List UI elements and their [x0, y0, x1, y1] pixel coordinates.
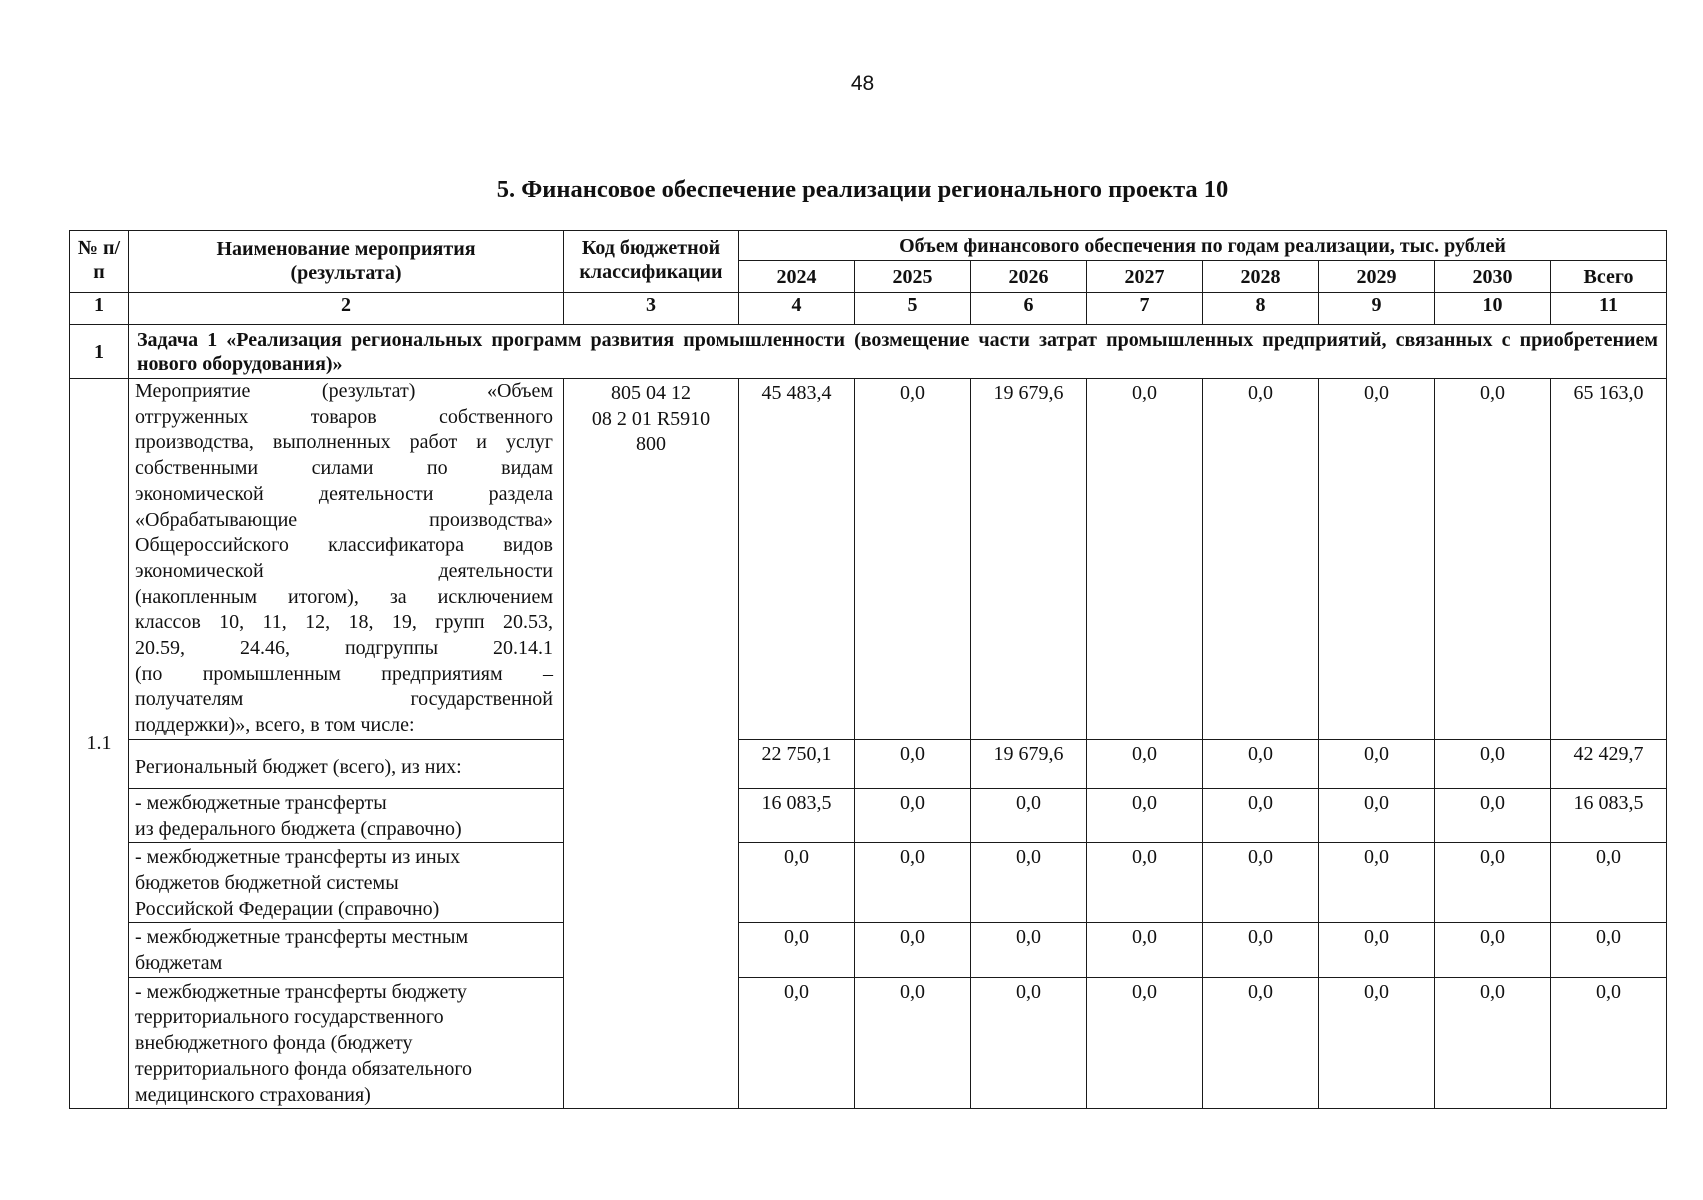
item-name-line: отгруженных товаров собственного [135, 405, 553, 428]
value-cell: 0,0 [1435, 843, 1551, 923]
value-cell: 0,0 [739, 977, 855, 1109]
value-cell: 0,0 [739, 923, 855, 977]
sub-row-label [129, 739, 564, 788]
item-name-line: экономической деятельности [135, 559, 553, 582]
budget-code [564, 379, 739, 1109]
item-number: 1.1 [70, 379, 129, 1109]
header-name: Наименование мероприятия (результата) [129, 231, 564, 293]
value-cell: 0,0 [855, 977, 971, 1109]
item-name-line: (накопленным итогом), за исключением [135, 585, 553, 608]
header-code: Код бюджетной классификации [564, 231, 739, 293]
item-name-line: Общероссийского классификатора видов [135, 534, 553, 557]
column-number: 9 [1319, 293, 1435, 325]
budget-code-line: 08 2 01 R5910 [591, 407, 711, 430]
item-name-line: получателям государственной [135, 688, 553, 711]
value-cell: 0,0 [855, 788, 971, 842]
sub-row [70, 977, 1667, 1109]
item-name-line: Мероприятие (результат) «Объем [135, 380, 553, 402]
total-header: Всего [1551, 261, 1667, 293]
sub-row [70, 788, 1667, 842]
value-cell: 0,0 [971, 843, 1087, 923]
value-cell: 0,0 [971, 977, 1087, 1109]
total-cell: 0,0 [1551, 977, 1667, 1109]
item-row [70, 379, 1667, 740]
value-cell: 0,0 [1203, 977, 1319, 1109]
value-cell: 0,0 [1087, 977, 1203, 1109]
header-row [70, 231, 1667, 261]
value-cell: 0,0 [971, 923, 1087, 977]
sub-row-line: - межбюджетные трансферты бюджету [135, 980, 467, 1003]
column-number: 2 [129, 293, 564, 325]
total-cell: 0,0 [1551, 923, 1667, 977]
sub-row [70, 843, 1667, 923]
total-cell: 65 163,0 [1551, 379, 1667, 740]
value-cell: 0,0 [1319, 977, 1435, 1109]
sub-row-line: - межбюджетные трансферты [135, 791, 387, 814]
sub-row-line: бюджетов бюджетной системы [135, 871, 399, 894]
value-cell: 0,0 [971, 788, 1087, 842]
column-number: 5 [855, 293, 971, 325]
item-name [129, 379, 564, 740]
sub-row-line: территориального государственного [135, 1006, 444, 1029]
item-name-line: экономической деятельности раздела [135, 482, 553, 505]
value-cell: 22 750,1 [739, 739, 855, 788]
sub-row-line: - межбюджетные трансферты из иных [135, 846, 461, 869]
sub-row-line: Региональный бюджет (всего), из них: [135, 755, 462, 778]
sub-row-line: внебюджетного фонда (бюджету [135, 1032, 413, 1055]
value-cell: 0,0 [855, 379, 971, 740]
value-cell: 0,0 [1087, 923, 1203, 977]
value-cell: 0,0 [1435, 739, 1551, 788]
total-cell: 0,0 [1551, 843, 1667, 923]
value-cell: 0,0 [1319, 379, 1435, 740]
value-cell: 19 679,6 [971, 739, 1087, 788]
year-header: 2027 [1087, 261, 1203, 293]
item-name-line: классов 10, 11, 12, 18, 19, групп 20.53, [135, 611, 553, 634]
value-cell: 0,0 [855, 739, 971, 788]
year-header: 2024 [739, 261, 855, 293]
task-number: 1 [70, 325, 129, 379]
value-cell: 0,0 [1435, 977, 1551, 1109]
sub-row [70, 923, 1667, 977]
page-number: 48 [850, 72, 875, 95]
column-number: 3 [564, 293, 739, 325]
sub-row [70, 739, 1667, 788]
sub-row-label [129, 977, 564, 1109]
financing-table [69, 230, 1667, 1109]
value-cell: 0,0 [1319, 739, 1435, 788]
column-number: 10 [1435, 293, 1551, 325]
section-title: 5. Финансовое обеспечение реализации регионального проекта 10 [496, 176, 1229, 203]
sub-row-label [129, 923, 564, 977]
year-header: 2029 [1319, 261, 1435, 293]
item-name-line: (по промышленным предприятиям – [135, 662, 553, 685]
year-header: 2028 [1203, 261, 1319, 293]
column-number: 4 [739, 293, 855, 325]
year-header: 2026 [971, 261, 1087, 293]
header-num: № п/п [70, 231, 129, 293]
item-name-line: производства, выполненных работ и услуг [135, 431, 553, 454]
sub-row-line: медицинского страхования) [135, 1083, 371, 1106]
task-row [70, 325, 1667, 379]
value-cell: 0,0 [1203, 843, 1319, 923]
total-cell: 42 429,7 [1551, 739, 1667, 788]
value-cell: 0,0 [1203, 923, 1319, 977]
column-number-row [70, 293, 1667, 325]
value-cell: 0,0 [1203, 788, 1319, 842]
value-cell: 16 083,5 [739, 788, 855, 842]
sub-row-line: - межбюджетные трансферты местным [135, 926, 469, 949]
value-cell: 0,0 [1087, 739, 1203, 788]
task-title: Задача 1 «Реализация региональных программ развития промышленности (возмещение части затрат промышленных предприятий, связанных с приобретением нового оборудования)» [129, 325, 1667, 379]
sub-row-line: Российской Федерации (справочно) [135, 897, 440, 920]
sub-row-line: из федерального бюджета (справочно) [135, 817, 462, 840]
value-cell: 0,0 [1435, 379, 1551, 740]
value-cell: 0,0 [1087, 788, 1203, 842]
value-cell: 0,0 [1203, 739, 1319, 788]
column-number: 11 [1551, 293, 1667, 325]
column-number: 7 [1087, 293, 1203, 325]
budget-code-line: 800 [636, 433, 666, 456]
value-cell: 0,0 [1203, 379, 1319, 740]
value-cell: 19 679,6 [971, 379, 1087, 740]
column-number: 8 [1203, 293, 1319, 325]
item-name-line: собственными силами по видам [135, 457, 553, 480]
sub-row-label [129, 788, 564, 842]
value-cell: 0,0 [1319, 788, 1435, 842]
header-volume: Объем финансового обеспечения по годам реализации, тыс. рублей [739, 231, 1667, 261]
sub-row-line: бюджетам [135, 952, 223, 975]
year-header: 2025 [855, 261, 971, 293]
total-cell: 16 083,5 [1551, 788, 1667, 842]
sub-row-line: территориального фонда обязательного [135, 1057, 473, 1080]
item-name-line: 20.59, 24.46, подгруппы 20.14.1 [135, 637, 553, 660]
year-header: 2030 [1435, 261, 1551, 293]
column-number: 6 [971, 293, 1087, 325]
value-cell: 0,0 [1087, 379, 1203, 740]
column-number: 1 [70, 293, 129, 325]
value-cell: 45 483,4 [739, 379, 855, 740]
item-name-line: «Обрабатывающие производства» [135, 508, 553, 531]
value-cell: 0,0 [855, 843, 971, 923]
value-cell: 0,0 [1319, 923, 1435, 977]
budget-code-line: 805 04 12 [611, 382, 691, 404]
sub-row-label [129, 843, 564, 923]
value-cell: 0,0 [1319, 843, 1435, 923]
value-cell: 0,0 [1087, 843, 1203, 923]
value-cell: 0,0 [739, 843, 855, 923]
value-cell: 0,0 [1435, 788, 1551, 842]
value-cell: 0,0 [855, 923, 971, 977]
value-cell: 0,0 [1435, 923, 1551, 977]
item-name-line: поддержки)», всего, в том числе: [135, 714, 415, 737]
